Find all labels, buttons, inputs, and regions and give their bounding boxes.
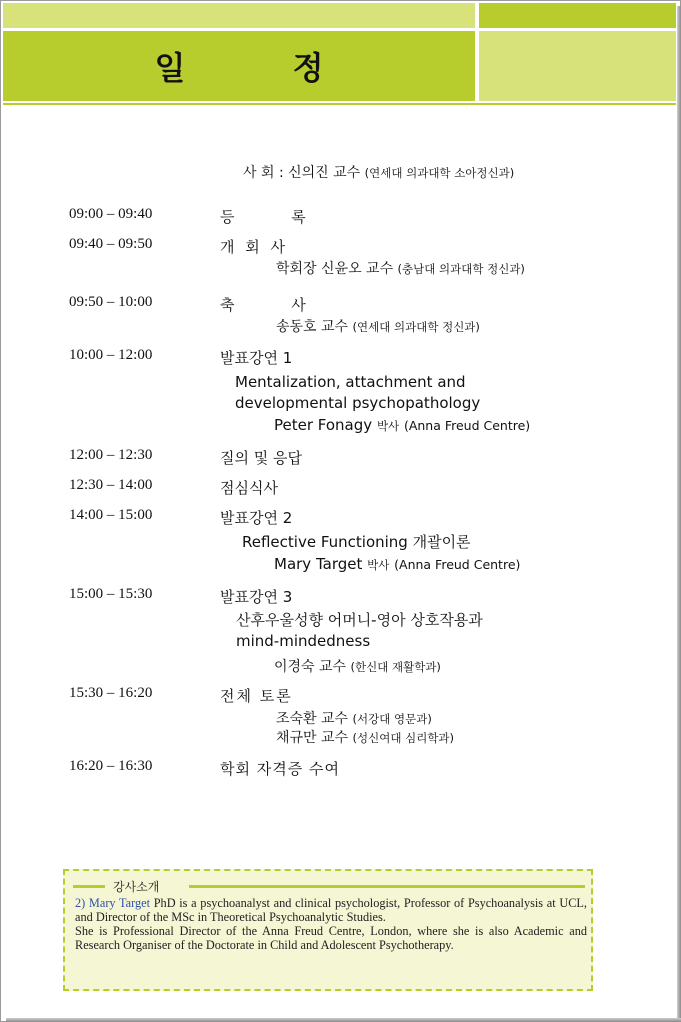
schedule-event: 개 회 사 — [220, 238, 289, 256]
speaker-intro-label: 강사소개 — [113, 880, 160, 894]
moderator-affiliation: (연세대 의과대학 소아정신과) — [364, 166, 515, 180]
schedule-presenter — [276, 258, 525, 278]
presenter-name: 송동호 교수 — [276, 319, 349, 335]
schedule-event: 발표강연 2 — [220, 509, 293, 527]
lecture-topic-line-2: developmental psychopathology — [235, 394, 481, 412]
schedule-event: 발표강연 3 — [220, 588, 293, 606]
presenter-affiliation: (충남대 의과대학 정신과) — [397, 262, 525, 276]
presenter-name: 이경숙 교수 — [274, 659, 347, 675]
schedule-time: 09:50 – 10:00 — [69, 294, 153, 310]
presenter-name: 학회장 신윤오 교수 — [276, 261, 394, 277]
presenter-title: 박사 — [367, 558, 390, 572]
schedule-presenter — [274, 416, 530, 434]
presenter-title: 박사 — [376, 419, 400, 433]
presenter-affiliation: (성신여대 심리학과) — [352, 731, 455, 745]
presenter-name: Peter Fonagy — [274, 416, 373, 434]
presenter-affiliation: (한신대 재활학과) — [350, 660, 441, 674]
schedule-presenter — [276, 708, 432, 728]
header-divider — [3, 103, 676, 105]
page-title: 일 정 — [154, 49, 372, 87]
schedule-time: 15:00 – 15:30 — [69, 586, 153, 602]
speaker-name: 2) Mary Target — [75, 896, 151, 910]
speaker-intro-box — [63, 869, 593, 991]
speaker-bio-part-2: She is Professional Director of the Anna Freud Centre, London, where she is also Academic and Research Organiser of the Doctorate in Child and Adolescent Psychotherapy. — [75, 924, 587, 952]
schedule-time: 10:00 – 12:00 — [69, 347, 153, 363]
header-band-top-left — [3, 3, 475, 28]
schedule-event: 전체 토론 — [220, 687, 293, 705]
schedule-event: 발표강연 1 — [220, 349, 293, 367]
schedule-time: 16:20 – 16:30 — [69, 758, 153, 774]
presenter-affiliation: (서강대 영문과) — [352, 712, 432, 726]
presenter-affiliation: (Anna Freud Centre) — [394, 557, 521, 572]
lecture-topic-line-1: Mentalization, attachment and — [235, 373, 466, 391]
schedule-time: 12:00 – 12:30 — [69, 447, 153, 463]
page-shadow-right — [677, 6, 681, 1022]
schedule-event: 질의 및 응답 — [220, 449, 302, 467]
schedule-presenter — [276, 316, 480, 336]
schedule-time: 09:00 – 09:40 — [69, 206, 153, 222]
schedule-presenter-2 — [276, 727, 454, 747]
heading-rule-right — [189, 885, 585, 888]
speaker-bio-part-1: PhD is a psychoanalyst and clinical psychologist, Professor of Psychoanalysis at UCL, and Director of the MSc in Theoretical Psychoanalytic Studies. — [75, 896, 587, 924]
presenter-name: 조숙환 교수 — [276, 711, 349, 727]
schedule-event: 점심식사 — [220, 479, 278, 497]
speaker-bio — [75, 896, 587, 952]
schedule-time: 09:40 – 09:50 — [69, 236, 153, 252]
lecture-topic-line-1: 산후우울성향 어머니-영아 상호작용과 — [236, 611, 483, 629]
lecture-topic-line-1: Reflective Functioning 개괄이론 — [242, 533, 471, 551]
schedule-event: 학회 자격증 수여 — [220, 760, 340, 778]
schedule-time: 12:30 – 14:00 — [69, 477, 153, 493]
presenter-affiliation: (연세대 의과대학 정신과) — [352, 320, 480, 334]
schedule-event: 등 록 — [220, 208, 332, 226]
heading-rule-left — [73, 885, 105, 888]
header-band-top-right — [479, 3, 676, 28]
speaker-intro-heading — [73, 879, 585, 893]
schedule-time: 14:00 – 15:00 — [69, 507, 153, 523]
header-block-right — [479, 31, 676, 101]
schedule-presenter — [274, 555, 520, 573]
schedule-presenter — [274, 656, 441, 676]
presenter-name: 채규만 교수 — [276, 730, 349, 746]
schedule-time: 15:30 – 16:20 — [69, 685, 153, 701]
presenter-affiliation: (Anna Freud Centre) — [403, 418, 531, 433]
header-title-bar — [3, 31, 475, 101]
schedule-event: 축 사 — [220, 296, 332, 314]
moderator-label: 사 회 : 신의진 교수 — [243, 165, 361, 181]
moderator-line — [243, 162, 514, 182]
lecture-topic-line-2: mind-mindedness — [236, 632, 371, 650]
presenter-name: Mary Target — [274, 555, 363, 573]
page-shadow-bottom — [6, 1018, 681, 1022]
